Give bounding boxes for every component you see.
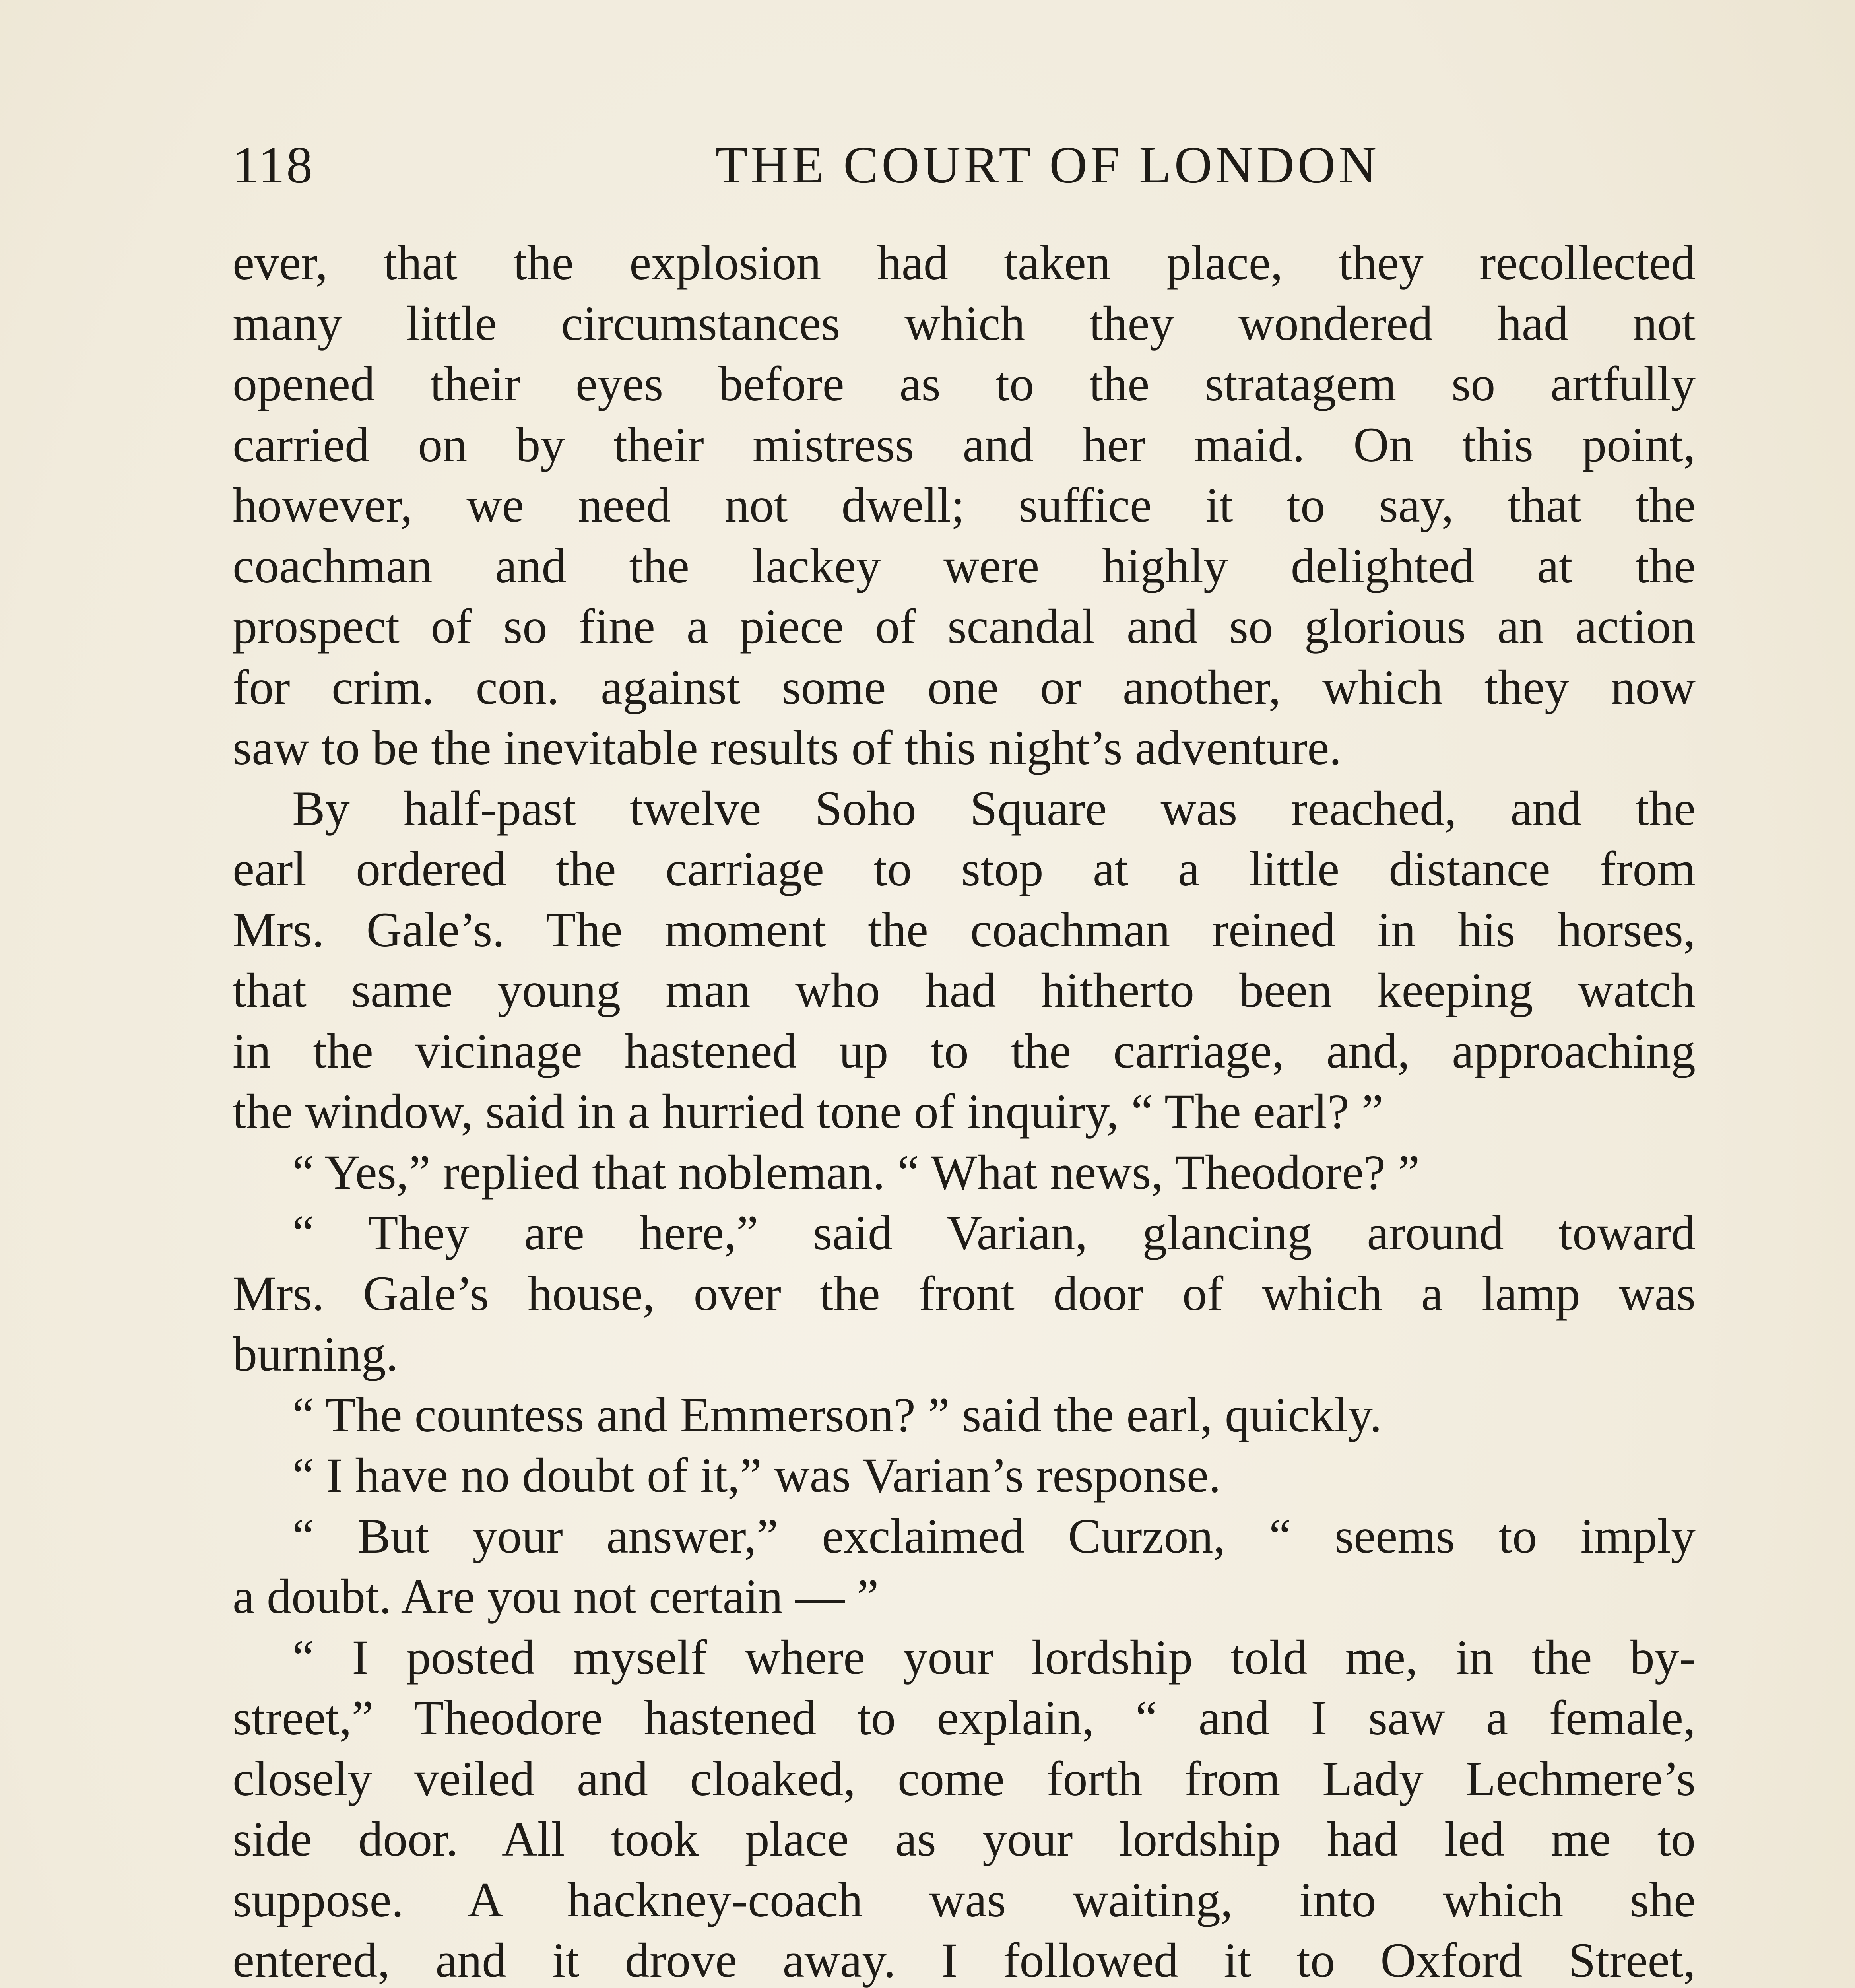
text-line: earl ordered the carriage to stop at a little distance from (233, 842, 1696, 896)
text-line: in the vicinage hastened up to the carriage, and, approaching (233, 1023, 1696, 1078)
page-number: 118 (233, 136, 314, 194)
text-line: By half-past twelve Soho Square was reached, and the (292, 781, 1696, 836)
text-line: burning. (233, 1327, 398, 1381)
text-line: the window, said in a hurried tone of inquiry, “ The earl? ” (233, 1084, 1383, 1139)
page-header (233, 131, 1704, 199)
text-line: “ I have no doubt of it,” was Varian’s response. (292, 1448, 1221, 1503)
text-line: entered, and it drove away. I followed it to Oxford Street, (233, 1933, 1696, 1988)
text-line: “ I posted myself where your lordship told me, in the by- (292, 1630, 1696, 1685)
text-line: carried on by their mistress and her maid. On this point, (233, 417, 1696, 472)
text-line: “ But your answer,” exclaimed Curzon, “ seems to imply (292, 1508, 1696, 1563)
text-line: a doubt. Are you not certain — ” (233, 1569, 879, 1624)
body-text (233, 233, 1696, 1988)
text-line: “ They are here,” said Varian, glancing around toward (292, 1206, 1696, 1260)
text-line: suppose. A hackney-coach was waiting, into which she (233, 1872, 1696, 1927)
text-line: prospect of so fine a piece of scandal and so glorious an action (233, 599, 1696, 654)
text-line: however, we need not dwell; suffice it to say, that the (233, 478, 1696, 532)
text-line: street,” Theodore hastened to explain, “ and I saw a female, (233, 1691, 1696, 1745)
text-line: saw to be the inevitable results of this night’s adventure. (233, 720, 1342, 775)
text-line: coachman and the lackey were highly delighted at the (233, 538, 1696, 593)
text-line: side door. All took place as your lordship had led me to (233, 1812, 1696, 1866)
text-line: closely veiled and cloaked, come forth from Lady Lechmere’s (233, 1751, 1696, 1806)
text-line: that same young man who had hitherto been keeping watch (233, 963, 1696, 1017)
text-line: Mrs. Gale’s. The moment the coachman reined in his horses, (233, 902, 1696, 957)
text-line: “ The countess and Emmerson? ” said the earl, quickly. (292, 1387, 1382, 1442)
text-line: Mrs. Gale’s house, over the front door of which a lamp was (233, 1266, 1696, 1321)
text-line: many little circumstances which they wondered had not (233, 296, 1696, 351)
text-line: for crim. con. against some one or another, which they now (233, 660, 1696, 714)
running-head: THE COURT OF LONDON (715, 136, 1380, 194)
text-line: ever, that the explosion had taken place, they recollected (233, 235, 1696, 290)
text-line: opened their eyes before as to the stratagem so artfully (233, 357, 1696, 411)
text-line: “ Yes,” replied that nobleman. “ What news, Theodore? ” (292, 1145, 1420, 1200)
